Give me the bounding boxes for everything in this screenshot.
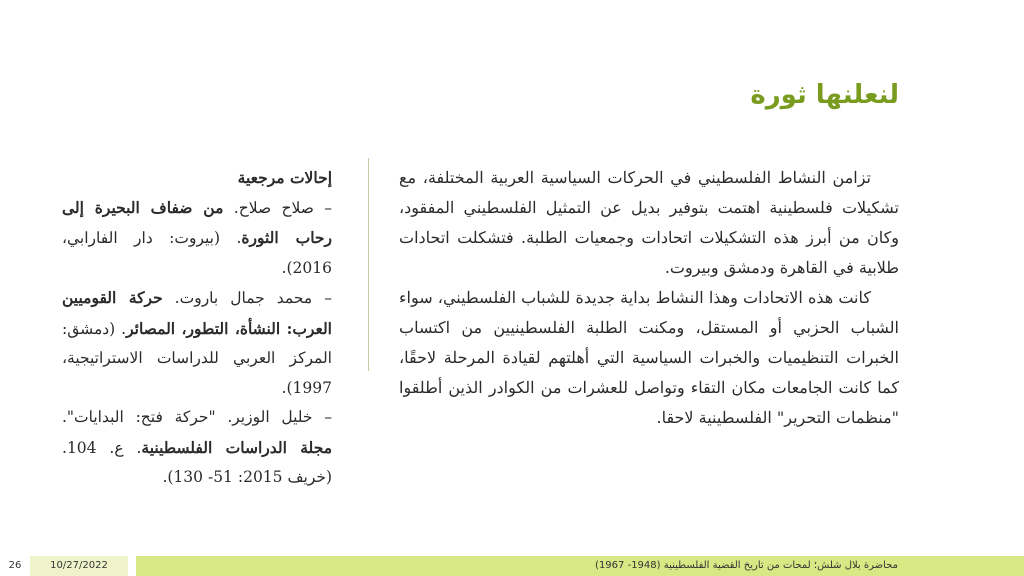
references-box: [62, 163, 332, 493]
reference-details: . ع. 104. (خريف 2015: 51- 130).: [62, 438, 332, 486]
column-divider: [368, 158, 369, 371]
paragraph-2: كانت هذه الاتحادات وهذا النشاط بداية جديدة للشباب الفلسطيني، سواء الشباب الحزبي أو المستقل، ومكنت الطلبة الفلسطينيين من اكتساب الخبرات التنظيميات والخبرات السياسية التي أهلتهم لقيادة المرحلة لاحقًا، كما كانت الجامعات مكان التقاء وتواصل للعشرات من الكوادر الذين أطلقوا "منظمات التحرير" الفلسطينية لاحقا.: [399, 288, 900, 427]
reference-prefix: – خليل الوزير. "حركة فتح: البدايات".: [62, 408, 332, 426]
footer-date: 10/27/2022: [30, 556, 128, 576]
reference-prefix: – صلاح صلاح.: [223, 198, 332, 217]
reference-item-3: [62, 403, 332, 493]
slide-footer: [0, 556, 1024, 576]
references-heading: إحالات مرجعية: [237, 168, 332, 187]
reference-item-2: [62, 283, 332, 403]
reference-item-1: [62, 193, 332, 284]
reference-title: حركة القوميين العرب: النشأة، التطور، المصائر: [62, 288, 332, 338]
reference-prefix: – محمد جمال باروت.: [162, 289, 332, 307]
footer-lecture-title: محاضرة بلال شلش؛ لمحات من تاريخ القضية الفلسطينية (1948- 1967): [136, 556, 1024, 576]
main-text: [399, 163, 899, 433]
reference-details: . (بيروت: دار الفارابي، 2016).: [62, 229, 332, 277]
reference-title: من ضفاف البحيرة إلى رحاب الثورة: [62, 197, 332, 247]
slide-title: لنعلنها ثورة: [750, 80, 899, 110]
page-number: 26: [0, 556, 30, 576]
reference-title: مجلة الدراسات الفلسطينية: [141, 437, 332, 457]
reference-details: . (دمشق: المركز العربي للدراسات الاستراتيجية، 1997).: [62, 319, 332, 397]
paragraph-1: تزامن النشاط الفلسطيني في الحركات السياسية العربية المختلفة، مع تشكيلات فلسطينية اهتمت بتوفير بديل عن التمثيل الفلسطيني المفقود، وكان من أبرز هذه التشكيلات اتحادات وجمعيات الطلبة. فتشكلت اتحادات طلابية في القاهرة ودمشق وبيروت.: [399, 168, 899, 277]
